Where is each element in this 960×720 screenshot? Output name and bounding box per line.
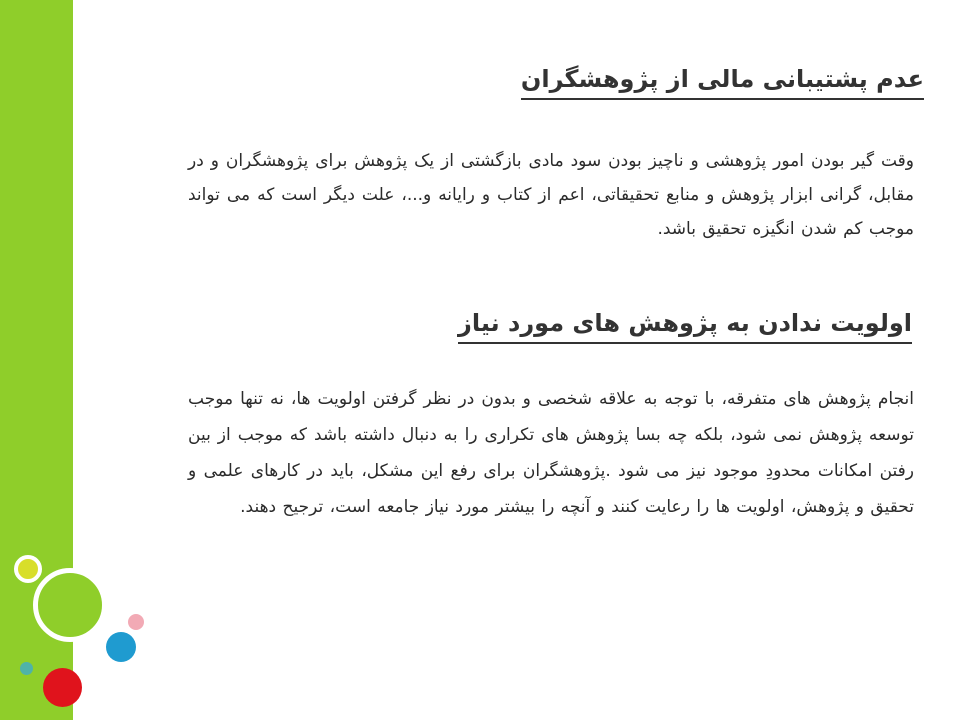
decorative-blue-circle (106, 632, 136, 662)
decorative-teal-circle (20, 662, 33, 675)
section-heading-research-priority: اولویت ندادن به پژوهش های مورد نیاز (458, 306, 912, 344)
decorative-yellow-circle (14, 555, 42, 583)
decorative-pink-circle (128, 614, 144, 630)
section-heading-financial-support: عدم پشتیبانی مالی از پژوهشگران (521, 62, 924, 100)
decorative-green-circle (33, 568, 107, 642)
paragraph-research-priority: انجام پژوهش های متفرقه، با توجه به علاقه شخصی و بدون در نظر گرفتن اولویت ها، نه تنها موجب توسعه پژوهش نمی شود، بلکه چه بسا پژوهش های تکراری را به دنبال داشته باشد که موجب از بین رفتن امکانات محدودِ موجود نیز می شود .پژوهشگران برای رفع این مشکل، باید در کارهای علمی و تحقیق و پژوهش، اولویت ها را رعایت کنند و آنچه را بیشتر مورد نیاز جامعه است، ترجیح دهند. (188, 389, 914, 517)
decorative-red-circle (43, 668, 82, 707)
paragraph-financial-support: وقت گیر بودن امور پژوهشی و ناچیز بودن سود مادی بازگشتی از یک پژوهش برای پژوهشگران و در مقابل، گرانی ابزار پژوهش و منابع تحقیقاتی، اعم از کتاب و رایانه و...، علت دیگر است که می تواند موجب کم شدن انگیزه تحقیق باشد. (188, 151, 914, 239)
